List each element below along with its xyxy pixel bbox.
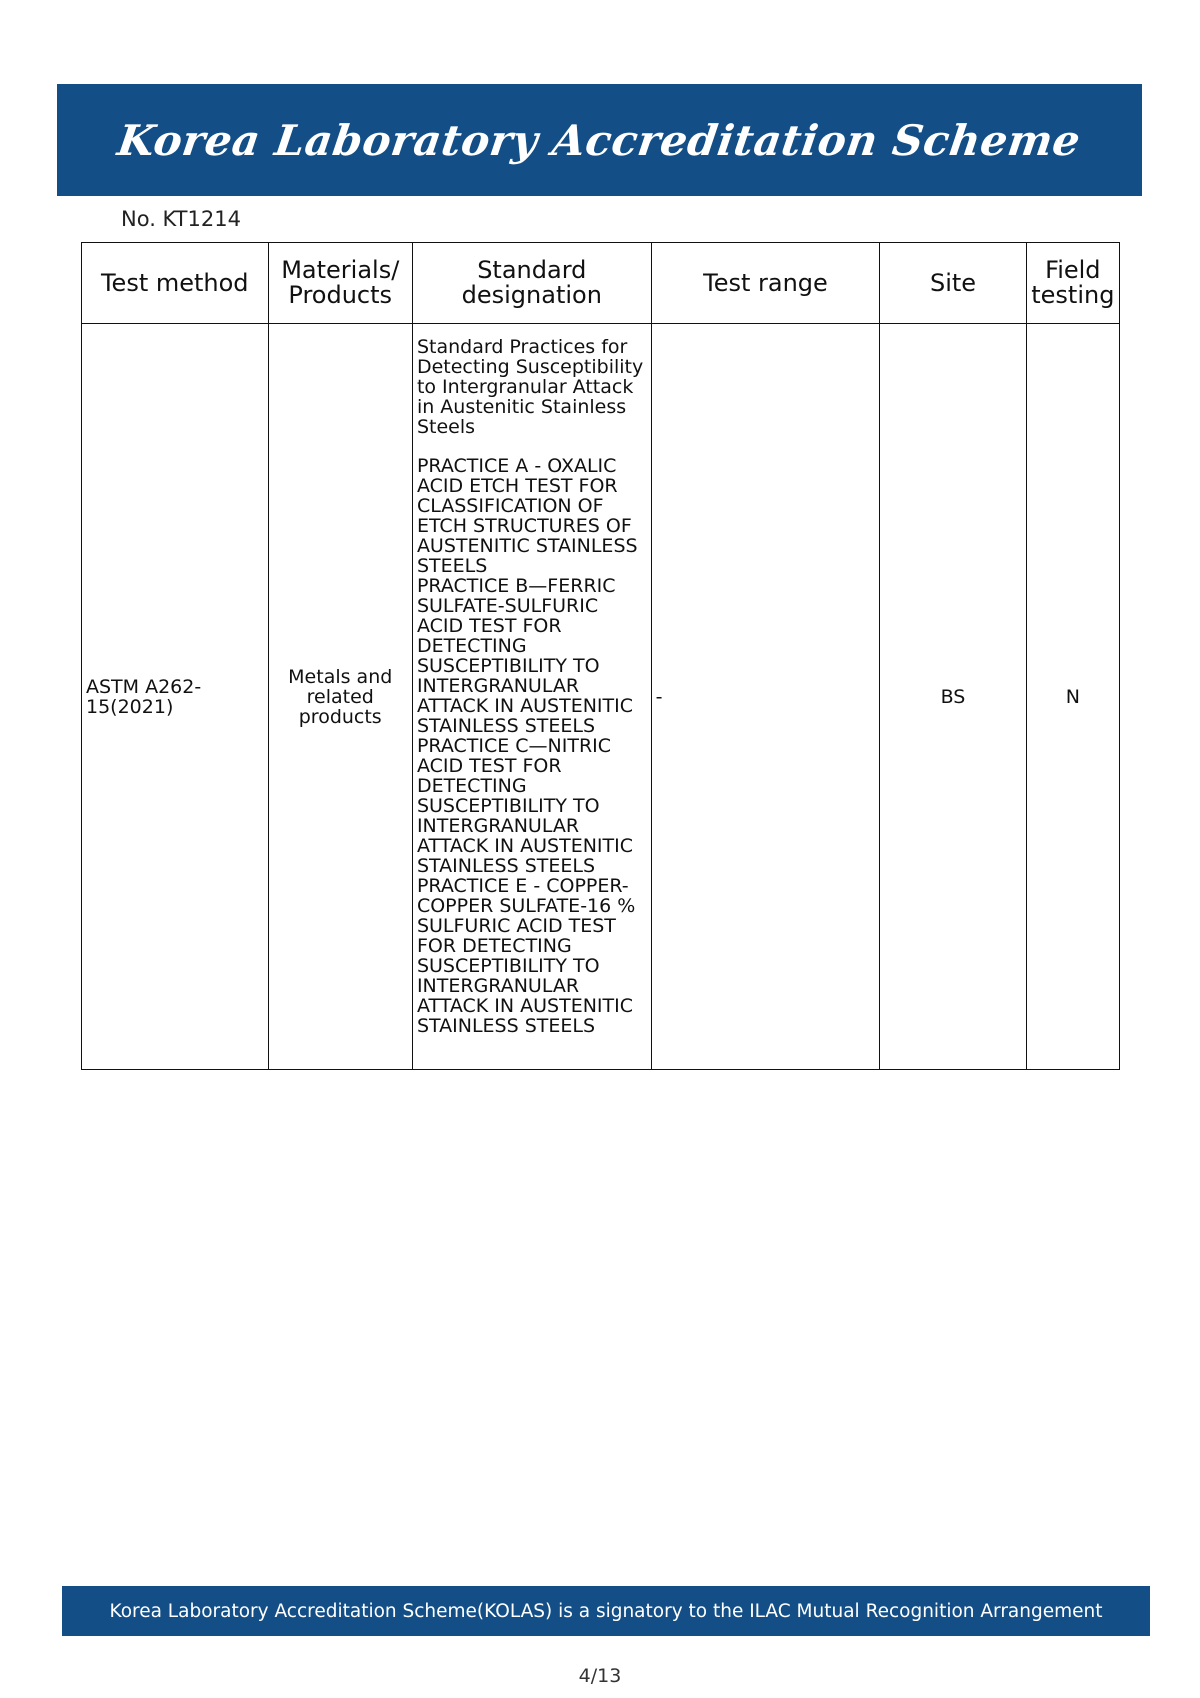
column-header-label: Test range (703, 268, 828, 297)
cell-test-range (651, 324, 880, 1070)
cell-materials (268, 324, 412, 1070)
column-header-label: Test method (100, 268, 249, 297)
column-header-label: Products (288, 281, 393, 309)
header-title: Korea Laboratory Accreditation Scheme (114, 115, 1085, 165)
cell-standard-designation (412, 324, 651, 1070)
header-banner (57, 84, 1142, 196)
materials-text: Metals and (288, 665, 393, 688)
column-header-label: designation (461, 281, 602, 309)
field-testing-text: N (1065, 685, 1080, 708)
materials-text: products (298, 705, 382, 728)
table-header-row (82, 243, 1120, 324)
column-header-label: Field (1045, 256, 1101, 284)
column-header-test-range (651, 243, 880, 324)
document-number: No. KT1214 (121, 207, 241, 231)
test-method-text: ASTM A262- (86, 675, 202, 698)
column-header-test-method (82, 243, 269, 324)
accreditation-scope-table (81, 242, 1120, 1070)
practice-c: PRACTICE C—NITRIC ACID TEST FOR DETECTING SUSCEPTIBILITY TO INTERGRANULAR ATTACK IN AUSTENITIC STAINLESS STEELS (416, 735, 634, 877)
cell-field-testing (1026, 324, 1119, 1070)
standard-title: Standard Practices for Detecting Susceptibility to Intergranular Attack in Austenitic Stainless Steels (416, 336, 644, 438)
site-text: BS (940, 685, 966, 708)
practice-a: PRACTICE A - OXALIC ACID ETCH TEST FOR CLASSIFICATION OF ETCH STRUCTURES OF AUSTENITIC STAINLESS STEELS (416, 455, 638, 577)
footer-banner (62, 1586, 1150, 1636)
cell-site (880, 324, 1026, 1070)
materials-text: related (306, 685, 374, 708)
test-method-text: 15(2021) (86, 695, 174, 718)
practice-e: PRACTICE E - COPPER-COPPER SULFATE-16 % SULFURIC ACID TEST FOR DETECTING SUSCEPTIBILITY TO INTERGRANULAR ATTACK IN AUSTENITIC STAINLESS STEELS (416, 875, 636, 1037)
footer-text: Korea Laboratory Accreditation Scheme(KOLAS) is a signatory to the ILAC Mutual Recognition Arrangement (109, 1600, 1103, 1622)
column-header-field-testing (1026, 243, 1119, 324)
practice-b: PRACTICE B—FERRIC SULFATE-SULFURIC ACID TEST FOR DETECTING SUSCEPTIBILITY TO INTERGRANULAR ATTACK IN AUSTENITIC STAINLESS STEELS (416, 575, 634, 737)
test-range-text: - (655, 685, 663, 708)
table-row (82, 324, 1120, 1070)
page-number: 4/13 (578, 1665, 622, 1687)
column-header-materials (268, 243, 412, 324)
column-header-label: Materials/ (281, 256, 400, 284)
cell-test-method (82, 324, 269, 1070)
column-header-label: Site (929, 268, 977, 297)
column-header-site (880, 243, 1026, 324)
column-header-label: testing (1031, 281, 1115, 309)
column-header-label: Standard (477, 256, 587, 284)
column-header-standard (412, 243, 651, 324)
